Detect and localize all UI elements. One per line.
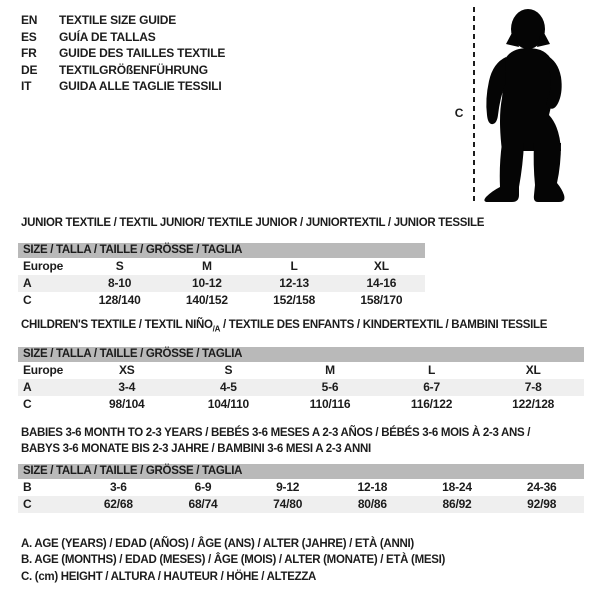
size-cell: 158/170 — [360, 293, 403, 307]
size-cell: 92/98 — [527, 497, 557, 511]
row-label: A — [23, 276, 32, 290]
table-row — [18, 496, 584, 513]
size-cell: 3-4 — [118, 380, 136, 394]
table-row — [18, 362, 584, 379]
language-row — [21, 29, 225, 46]
size-cell: 7-8 — [524, 380, 542, 394]
row-label: C — [23, 293, 32, 307]
guide-title: TEXTILGRÖßENFÜHRUNG — [59, 62, 208, 77]
size-cell: 128/140 — [98, 293, 141, 307]
size-cell: 116/122 — [410, 397, 453, 411]
table-row — [18, 275, 425, 292]
guide-title: TEXTILE SIZE GUIDE — [59, 13, 177, 28]
language-code: ES — [21, 29, 37, 44]
row-label: Europe — [23, 363, 64, 377]
size-cell: 5-6 — [321, 380, 339, 394]
size-cell: 14-16 — [366, 276, 397, 290]
size-cell: 10-12 — [192, 276, 222, 290]
size-cell: S — [115, 259, 124, 273]
babies-title-line-1: BABIES 3-6 MONTH TO 2-3 YEARS / BEBÉS 3-6 MESES A 2-3 AÑOS / BÉBÉS 3-6 MOIS À 2-3 ANS / — [21, 427, 531, 439]
size-cell: 6-9 — [194, 480, 212, 494]
size-cell: L — [290, 259, 298, 273]
baby-silhouette — [484, 9, 564, 202]
size-cell: 4-5 — [220, 380, 237, 394]
size-cell: 140/152 — [185, 293, 228, 307]
size-header-band: SIZE / TALLA / TAILLE / GRÖSSE / TAGLIA — [18, 243, 425, 258]
size-cell: 24-36 — [526, 480, 557, 494]
table-rows — [18, 258, 425, 309]
language-code: EN — [21, 13, 38, 28]
size-cell: 68/74 — [188, 497, 218, 511]
size-cell: 110/116 — [309, 397, 351, 411]
row-label: A — [23, 380, 32, 394]
size-cell: 98/104 — [109, 397, 145, 411]
size-cell: 80/86 — [357, 497, 387, 511]
babies-section-title — [21, 425, 530, 457]
size-cell: 9-12 — [276, 480, 300, 494]
legend-line-b: B. AGE (MONTHS) / EDAD (MESES) / ÂGE (MOIS) / ALTER (MONATE) / ETÀ (MESI) — [21, 554, 446, 567]
baby-silhouette-figure — [460, 3, 600, 213]
table-row — [18, 396, 584, 413]
children-section-title — [21, 319, 547, 333]
size-cell: 104/110 — [207, 397, 250, 411]
guide-title: GUÍA DE TALLAS — [59, 29, 156, 44]
size-header-band: SIZE / TALLA / TAILLE / GRÖSSE / TAGLIA — [18, 347, 584, 362]
row-label: C — [23, 497, 32, 511]
babies-size-table — [18, 464, 584, 513]
size-cell: 6-7 — [423, 380, 440, 394]
row-label: C — [23, 397, 32, 411]
language-title-list — [21, 12, 225, 95]
table-row — [18, 479, 584, 496]
size-cell: XS — [118, 363, 135, 377]
table-row — [18, 258, 425, 275]
language-row — [21, 78, 225, 95]
size-cell: 122/128 — [512, 397, 555, 411]
size-cell: 62/68 — [103, 497, 133, 511]
size-cell: M — [201, 259, 212, 273]
legend-line-a: A. AGE (YEARS) / EDAD (AÑOS) / ÂGE (ANS) / ALTER (JAHRE) / ETÀ (ANNI) — [21, 538, 414, 550]
guide-title: GUIDE DES TAILLES TEXTILE — [59, 46, 226, 61]
junior-section-title: JUNIOR TEXTILE / TEXTIL JUNIOR/ TEXTILE JUNIOR / JUNIORTEXTIL / JUNIOR TESSILE — [21, 217, 485, 229]
children-title-before: CHILDREN'S TEXTILE / TEXTIL NIÑO — [21, 319, 213, 331]
junior-size-table — [18, 243, 425, 309]
size-cell: 12-18 — [357, 480, 388, 494]
size-cell: 86/92 — [442, 497, 472, 511]
size-cell: 152/158 — [273, 293, 316, 307]
language-row — [21, 45, 225, 62]
size-cell: 12-13 — [279, 276, 309, 290]
table-row — [18, 379, 584, 396]
size-cell: S — [224, 363, 233, 377]
language-code: DE — [21, 62, 38, 77]
size-cell: 18-24 — [442, 480, 472, 494]
measure-legend — [21, 536, 445, 585]
size-cell: 74/80 — [273, 497, 303, 511]
language-row — [21, 12, 225, 29]
row-label: Europe — [23, 259, 64, 273]
children-title-sub: /A — [212, 324, 221, 334]
table-rows — [18, 479, 584, 513]
table-row — [18, 292, 425, 309]
size-cell: XL — [525, 363, 541, 377]
language-code: FR — [21, 46, 37, 61]
height-measure-label: C — [454, 106, 464, 120]
babies-title-line-2: BABYS 3-6 MONATE BIS 2-3 JAHRE / BAMBINI 3-6 MESI A 2-3 ANNI — [21, 443, 371, 455]
row-label: B — [23, 480, 32, 494]
table-rows — [18, 362, 584, 413]
guide-title: GUIDA ALLE TAGLIE TESSILI — [59, 79, 222, 94]
size-cell: M — [325, 363, 335, 377]
children-title-after: / TEXTILE DES ENFANTS / KINDERTEXTIL / BAMBINI TESSILE — [220, 319, 548, 331]
size-cell: 3-6 — [109, 480, 127, 494]
size-cell: L — [428, 363, 436, 377]
size-cell: 8-10 — [108, 276, 132, 290]
language-code: IT — [21, 79, 32, 94]
size-cell: XL — [373, 259, 389, 273]
children-size-table — [18, 347, 584, 413]
language-row — [21, 62, 225, 79]
size-header-band: SIZE / TALLA / TAILLE / GRÖSSE / TAGLIA — [18, 464, 584, 479]
legend-line-c: C. (cm) HEIGHT / ALTURA / HAUTEUR / HÖHE / ALTEZZA — [21, 570, 317, 583]
